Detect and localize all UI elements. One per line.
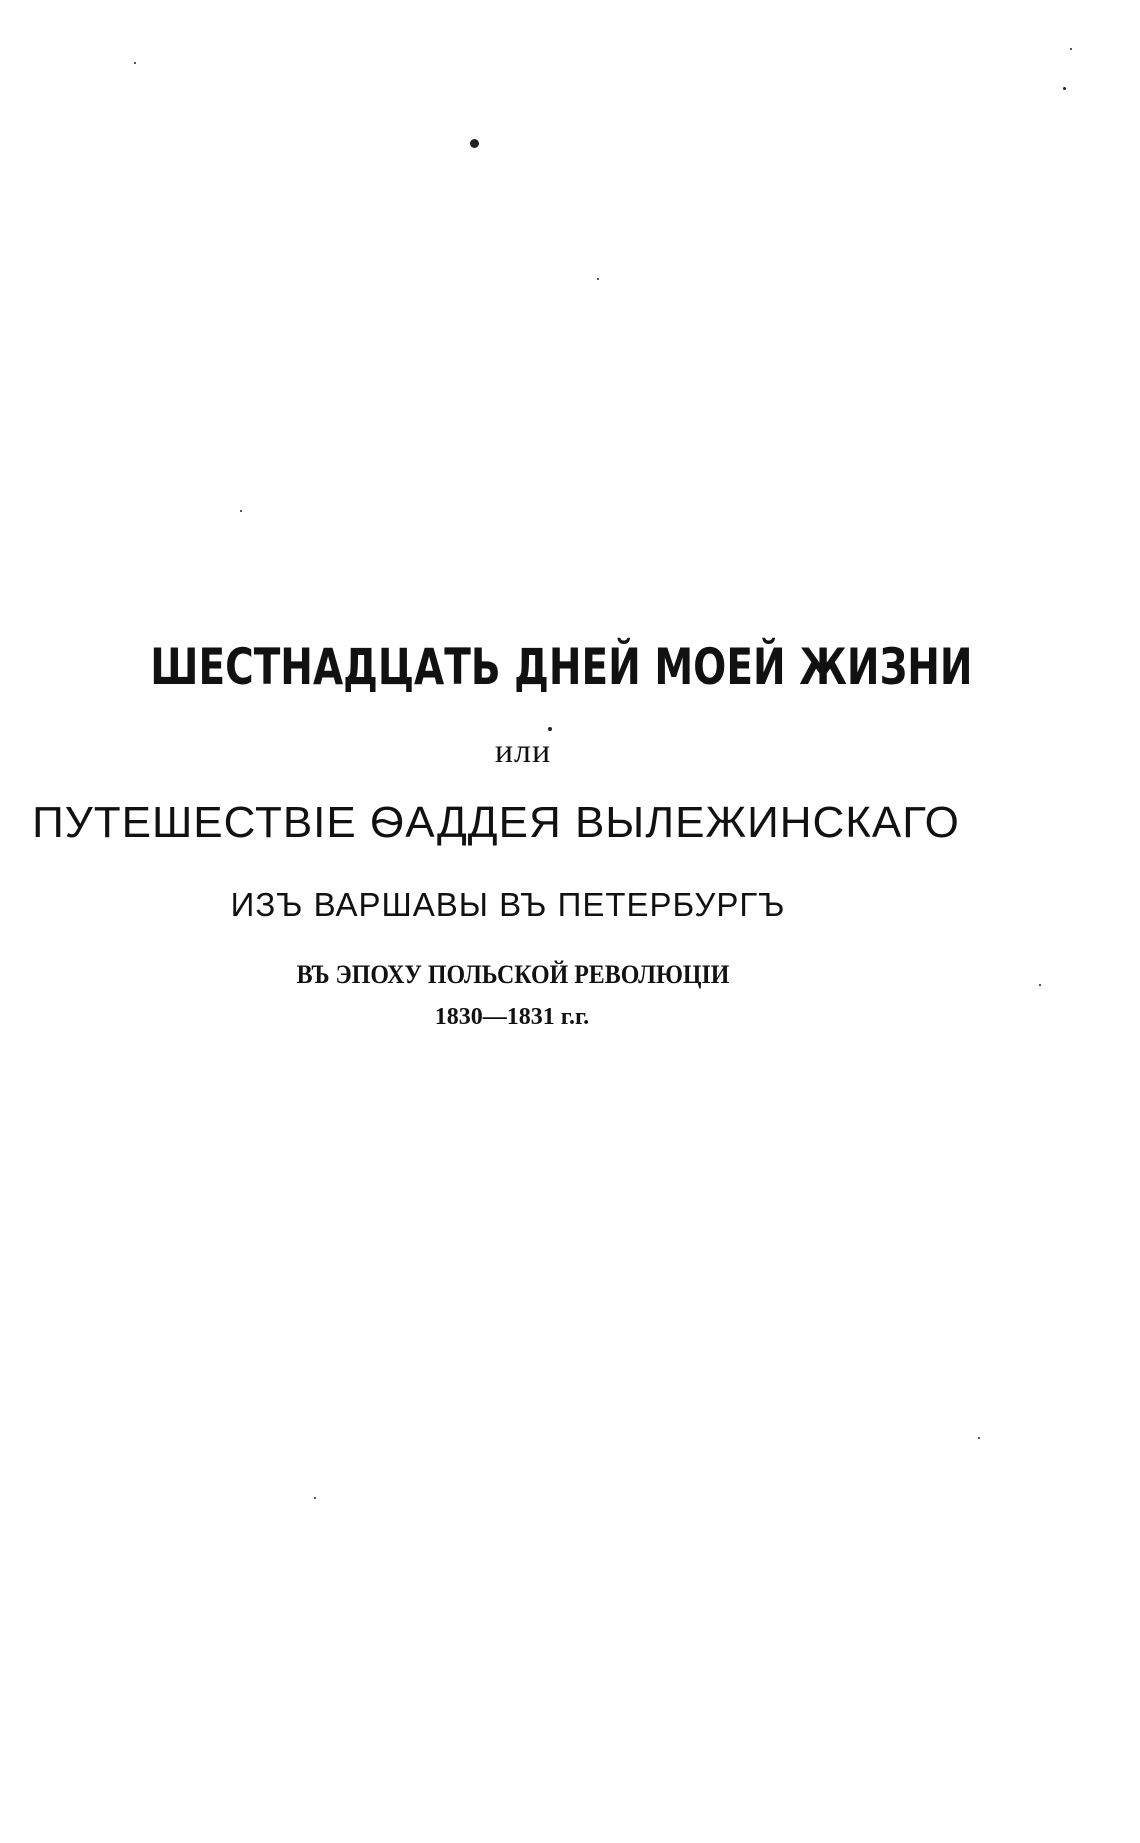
title-conjunction: или <box>494 733 552 770</box>
book-title: ШЕСТНАДЦАТЬ ДНЕЙ МОЕЙ ЖИЗНИ <box>150 638 973 696</box>
book-subtitle: ПУТЕШЕСТВІЕ ѲАДДЕЯ ВЫЛЕЖИНСКАГО <box>32 798 960 847</box>
scan-speck <box>1070 48 1072 50</box>
book-epoch: ВЪ ЭПОХУ ПОЛЬСКОЙ РЕВОЛЮЦІИ <box>296 960 730 989</box>
book-years: 1830—1831 г.г. <box>434 1004 590 1030</box>
scan-speck <box>1039 984 1041 986</box>
scan-speck <box>470 139 479 148</box>
scan-speck <box>240 510 242 512</box>
scan-speck <box>1063 87 1066 90</box>
scan-speck <box>134 62 136 64</box>
scan-speck <box>548 727 552 731</box>
scan-speck <box>597 278 599 280</box>
scan-speck <box>314 1497 316 1499</box>
scan-speck <box>978 1437 980 1439</box>
book-route: ИЗЪ ВАРШАВЫ ВЪ ПЕТЕРБУРГЪ <box>230 886 786 923</box>
